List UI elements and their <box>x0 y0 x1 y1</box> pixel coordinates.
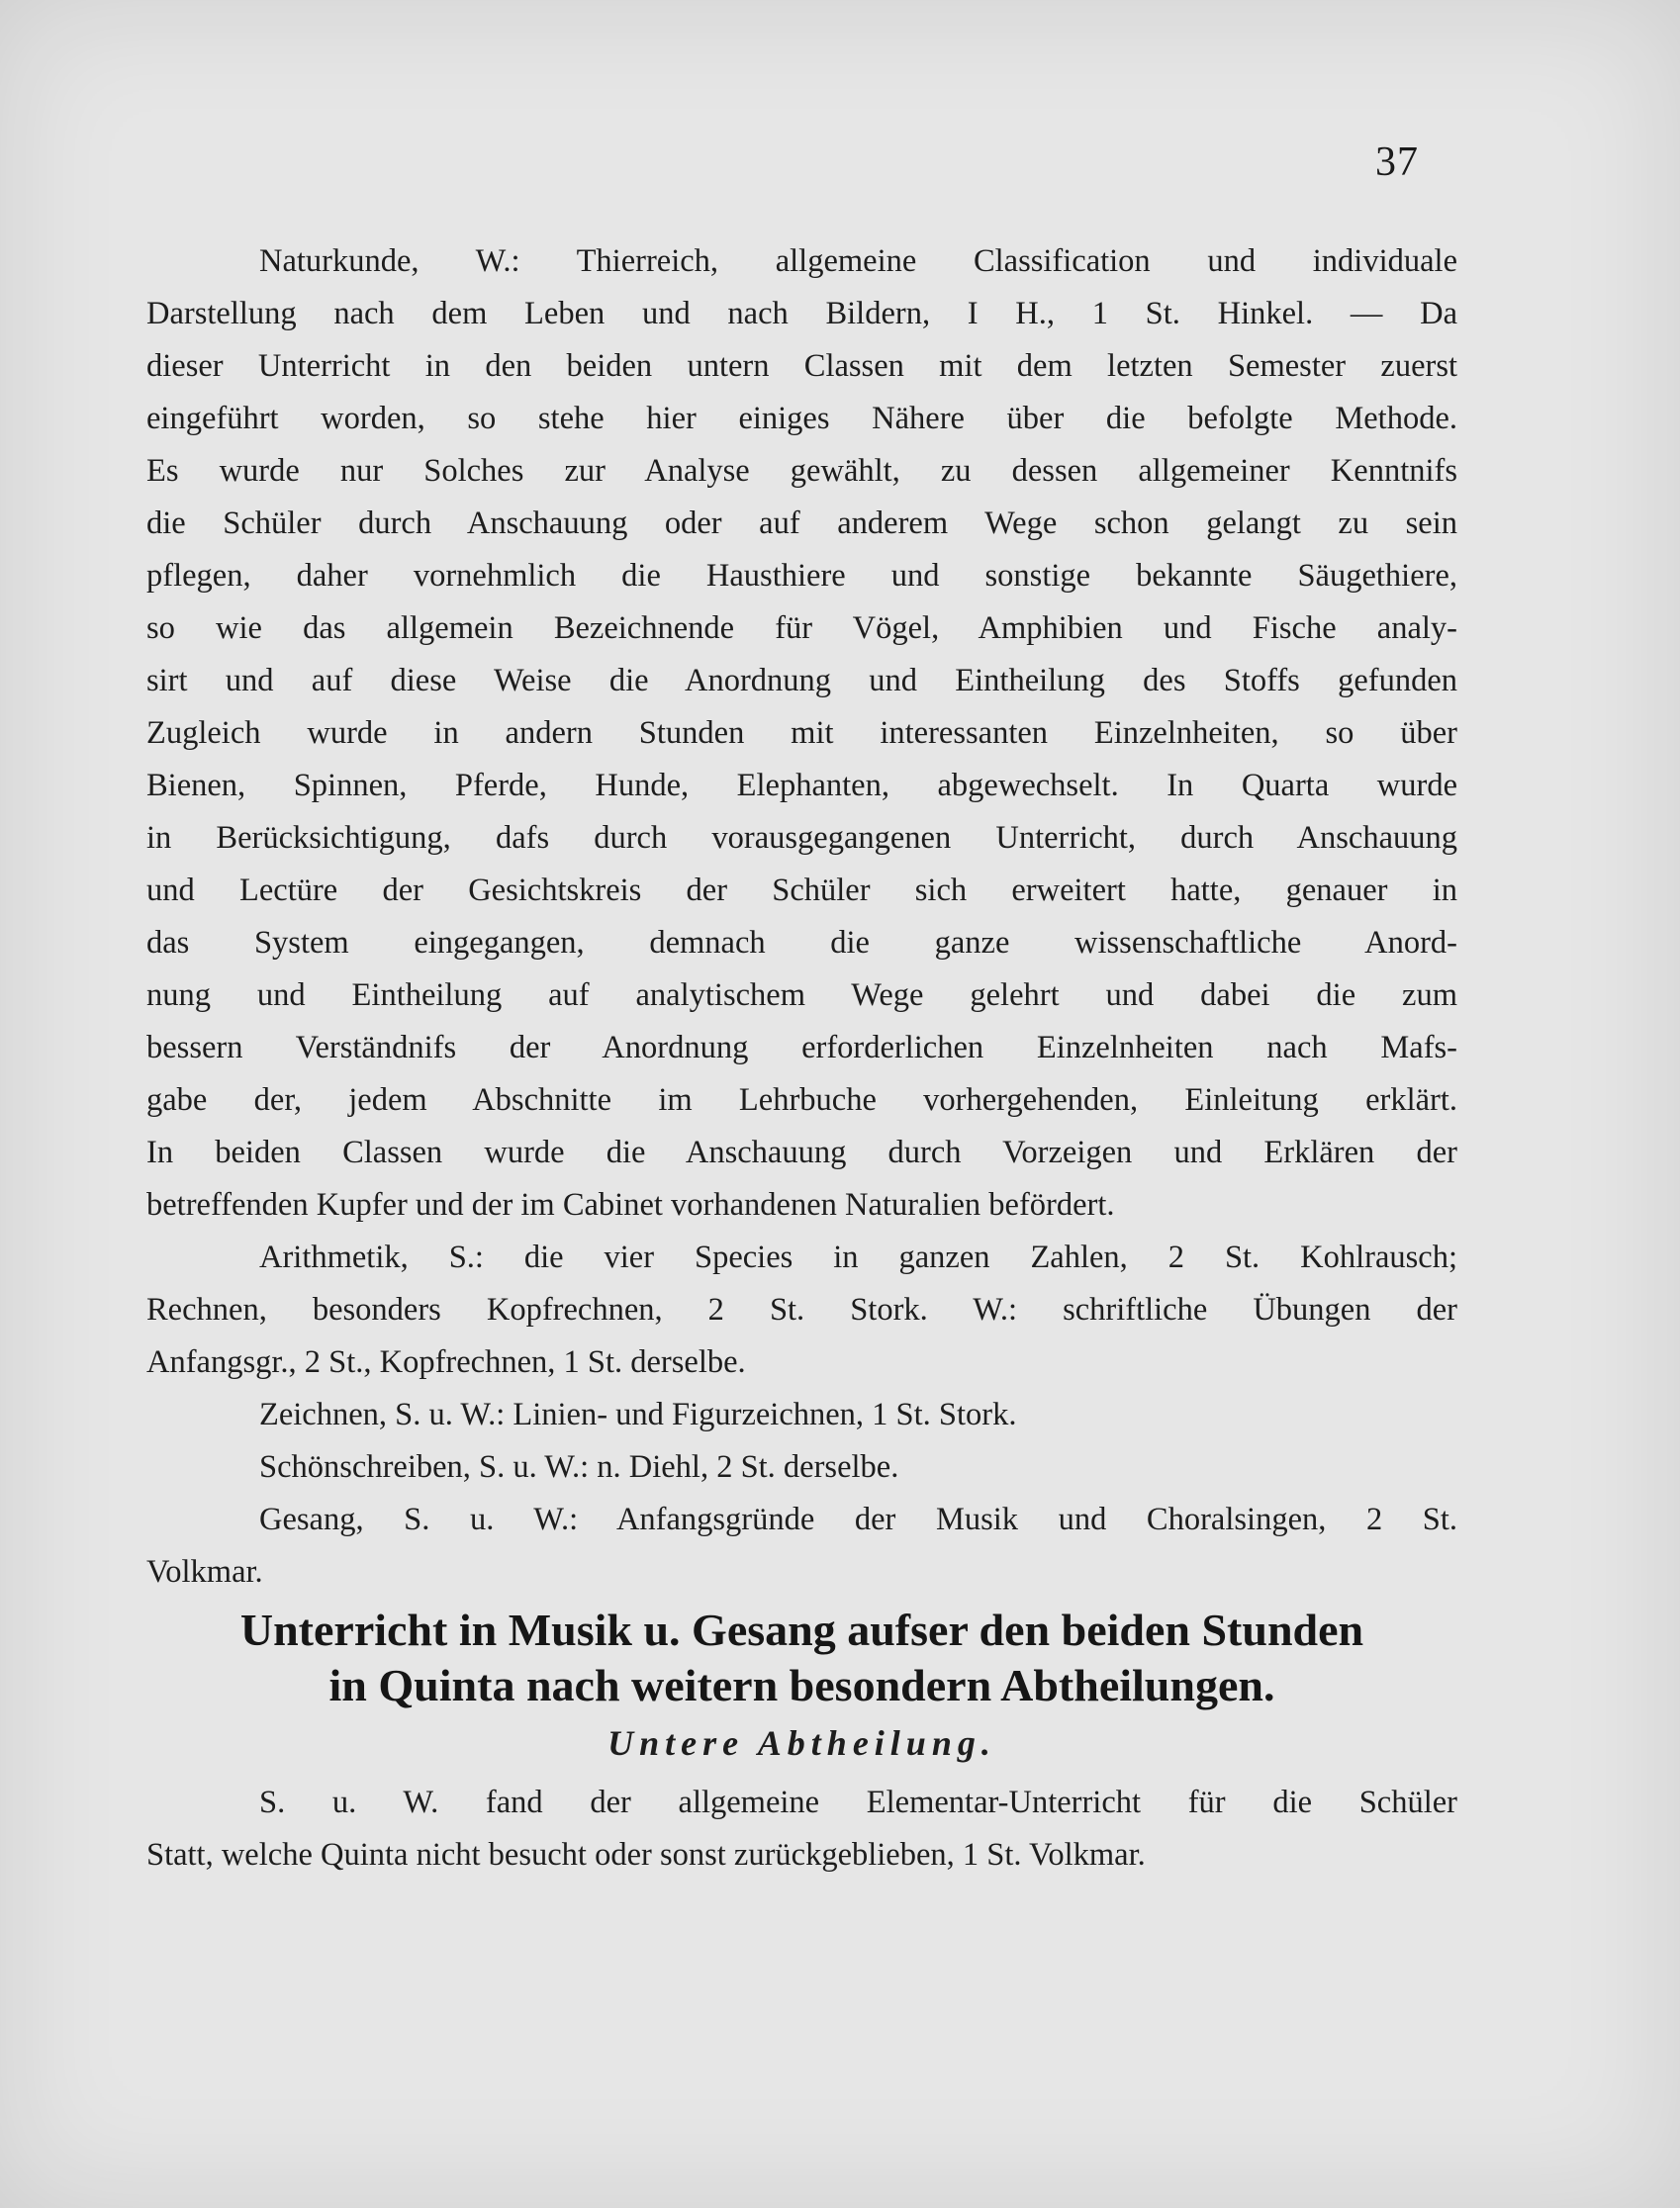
text-line: bessern Verständnifs der Anordnung erforderlichen Einzelnheiten nach Mafs- <box>146 1030 1457 1065</box>
text-line: und Lectüre der Gesichtskreis der Schüler sich erweitert hatte, genauer in <box>146 873 1457 908</box>
paragraph-gesang <box>146 1494 1457 1599</box>
text-line: betreffenden Kupfer und der im Cabinet vorhandenen Naturalien befördert. <box>146 1187 1115 1223</box>
text-line: Zugleich wurde in andern Stunden mit interessanten Einzelnheiten, so über <box>146 715 1457 751</box>
paragraph-arithmetik <box>146 1232 1457 1389</box>
text-line: die Schüler durch Anschauung oder auf anderem Wege schon gelangt zu sein <box>146 506 1457 541</box>
text-line: Es wurde nur Solches zur Analyse gewählt, zu dessen allgemeiner Kenntnifs <box>146 453 1457 489</box>
section-heading-continued: in Quinta nach weitern besondern Abtheilungen. <box>328 1660 1275 1710</box>
text-line: das System eingegangen, demnach die ganze wissenschaftliche Anord- <box>146 925 1457 961</box>
text-line: Arithmetik, S.: die vier Species in ganzen Zahlen, 2 St. Kohlrausch; <box>259 1240 1457 1275</box>
section-subheading: Untere Abtheilung. <box>607 1723 996 1763</box>
text-line: eingeführt worden, so stehe hier einiges Nähere über die befolgte Methode. <box>146 401 1457 436</box>
text-line: Volkmar. <box>146 1554 263 1590</box>
section-heading: Unterricht in Musik u. Gesang aufser den beiden Stunden <box>239 1605 1364 1655</box>
page-body <box>146 235 1457 1882</box>
paragraph-zeichnen: Zeichnen, S. u. W.: Linien- und Figurzeichnen, 1 St. Stork. <box>259 1397 1017 1432</box>
text-line: Darstellung nach dem Leben und nach Bildern, I H., 1 St. Hinkel. — Da <box>146 296 1457 331</box>
text-line: Rechnen, besonders Kopfrechnen, 2 St. Stork. W.: schriftliche Übungen der <box>146 1292 1457 1328</box>
page-number: 37 <box>1375 139 1419 185</box>
text-line: Naturkunde, W.: Thierreich, allgemeine Classification und individuale <box>259 243 1457 279</box>
text-line: In beiden Classen wurde die Anschauung durch Vorzeigen und Erklären der <box>146 1135 1457 1170</box>
text-line: Gesang, S. u. W.: Anfangsgründe der Musik und Choralsingen, 2 St. <box>259 1502 1457 1537</box>
text-line: sirt und auf diese Weise die Anordnung und Eintheilung des Stoffs gefunden <box>146 663 1457 698</box>
text-line: Statt, welche Quinta nicht besucht oder sonst zurückgeblieben, 1 St. Volkmar. <box>146 1837 1146 1873</box>
text-line: gabe der, jedem Abschnitte im Lehrbuche vorhergehenden, Einleitung erklärt. <box>146 1082 1457 1118</box>
text-line: S. u. W. fand der allgemeine Elementar-Unterricht für die Schüler <box>259 1785 1457 1820</box>
text-line: Bienen, Spinnen, Pferde, Hunde, Elephanten, abgewechselt. In Quarta wurde <box>146 768 1457 803</box>
paragraph-naturkunde <box>146 235 1457 1232</box>
text-line: in Berücksichtigung, dafs durch vorausgegangenen Unterricht, durch Anschauung <box>146 820 1457 856</box>
text-line: pflegen, daher vornehmlich die Hausthiere und sonstige bekannte Säugethiere, <box>146 558 1457 594</box>
text-line: Anfangsgr., 2 St., Kopfrechnen, 1 St. derselbe. <box>146 1344 746 1380</box>
paragraph-elementar <box>146 1777 1457 1882</box>
text-line: nung und Eintheilung auf analytischem Wege gelehrt und dabei die zum <box>146 977 1457 1013</box>
paragraph-schoenschreiben: Schönschreiben, S. u. W.: n. Diehl, 2 St. derselbe. <box>259 1449 899 1485</box>
text-line: dieser Unterricht in den beiden untern Classen mit dem letzten Semester zuerst <box>146 348 1457 384</box>
text-line: so wie das allgemein Bezeichnende für Vögel, Amphibien und Fische analy- <box>146 610 1457 646</box>
